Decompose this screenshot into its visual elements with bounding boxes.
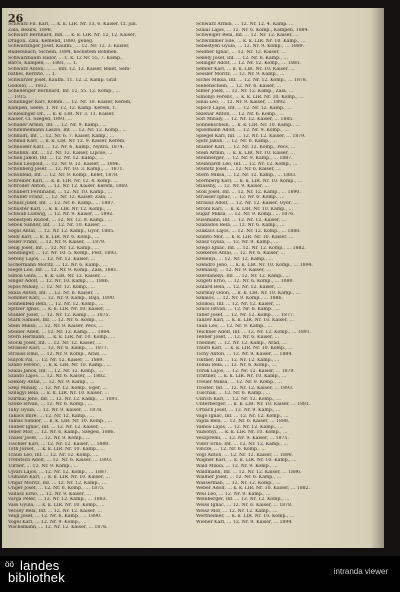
text-line: Sichel Miksa, Inf. … 12. Nr. 12. Komp., … 1878. [196, 77, 308, 83]
text-line: Schillinger Karl, Komm. … 12. Nr. 10. Kaiser, Kerem, [8, 100, 132, 106]
text-line: Wagner Karl, … k. k. LIR. Nr. 10. Kamp., … [196, 458, 297, 464]
text-line: Sternberg Karl, … k. k. LIR. Nr. 10. Komp., … [196, 178, 303, 184]
text-line: Vadász Ernő, … 12. Nr. 9. Kaiser, … [8, 491, 91, 497]
text-line: Schubert Ferdinand, … 12. Nr. 10. Kamp., … [8, 189, 113, 195]
text-line: Gödöllő, … 1912. [8, 83, 48, 89]
text-line: Szász Gyula, … 12. Nr. 9. Kamp., … [196, 240, 279, 246]
text-line: Schön Jakob, Inf. … 12. Nr. 12. Kamp., … [8, 156, 104, 162]
text-line: Strobl Karl, … k. k. LIR. Nr. 10. Kamp., … [196, 206, 294, 212]
text-line: Schön Leopold, … 12. Nr. 9. 12. Kaiser, … 1896. [8, 161, 121, 167]
text-line: Tóth József, … k. k. LIR. Nr. 10. Kamp., … [8, 447, 105, 453]
text-line: Strausz Adolf, … 12. Nr. 12. Kaiser, Győr, … [196, 201, 298, 206]
text-line: Simonyi Ferenc, … k. k. LIR. Nr. 10. Komp., … [196, 94, 304, 100]
text-line: Stöckl Josef, Inf. … 12. Nr. 12. Kaiser, … [8, 340, 102, 346]
text-line: Traub Leo, Inf. … 12. Nr. 12. Komp., … [8, 452, 99, 458]
text-line: Szőllősi, Inf. … 12. Nr. 12. Kaiser, … [196, 301, 281, 307]
text-line: Schmidt, Inf. … 12. Nr. 6. 7. Kaiser, Kamp., … [8, 133, 115, 139]
text-line: Weinberger, Inf. … 12. Nr. 12. Komp., … [196, 497, 290, 503]
text-line: Waldmann, Inf. … 12. Nr. 12. Kaiser, … 1886. [196, 469, 302, 475]
text-line: Siegel Leo, Inf. … 12. Nr. 9. Komp., Zala, 1881. [8, 268, 118, 274]
text-line: Weisz Mór, … 12. Nr. 12. Kamp., … [196, 508, 278, 514]
text-line: Szerdahelyi, Inf. … 12. Nr. 12. Kamp., … [196, 273, 291, 279]
text-line: Treuer Miksa, … 12. Nr. 9. Komp., … [196, 380, 282, 385]
text-line: Szalai Lajos, … 12. Nr. 6. Komp., Kampen, 1884. [196, 27, 309, 33]
text-line: Wiener Karl, … 12. Nr. 9. Kaiser, … 1894. [196, 519, 293, 525]
text-line: Vágó Ignác, Inf. … 12. Nr. 12. Komp., … [196, 413, 289, 419]
text-line: Takács Imre, … 12. Nr. 12. Kamp., … [8, 413, 95, 419]
footer-bar [0, 556, 400, 592]
text-line: Strauss Emil, … 12. Nr. 9. Komp., Arad, … [8, 352, 107, 358]
text-line: Szelényi, … 12. Nr. 12. Kamp., … [196, 256, 274, 262]
text-line: Szigeti Ernő, … 12. Nr. 6. Komp., … 1880. [196, 279, 294, 285]
text-line: Sipőcz Lajos, Inf. … 12. Nr. 12. Kamp., … [196, 105, 292, 111]
text-line: Thurn Karl, … k. k. LIR. Nr. 10. Komp., … [196, 346, 293, 352]
text-line: Tanzer Karl, … k. k. LIR. Nr. 10. Kaiser, … [196, 318, 294, 324]
text-line: Schwarz Anton, … … Infl. 12. 12. Kaiser, Biket, Sem- [8, 66, 131, 72]
text-line: Török Lajos, … 12. Nr. 12. Kaiser, … 1879. [196, 368, 295, 374]
text-line: Rudersbach, Sichem, 1894, höchstem Böhmen. [8, 49, 119, 55]
text-line: Szilágyi Béla, … k. k. LIR. Nr. 10. Kaiser, … [8, 391, 109, 397]
text-line: Schwab Ludwig, … 12. Nr. 9. Kaiser, … 1892. [8, 212, 114, 218]
text-line: Tichy Anton, … 12. Nr. 9. Kaiser, … 1884. [196, 352, 293, 358]
text-line: Urbach Josef, … 12. Nr. 9. Kamp., … [196, 407, 281, 413]
text-line: Szalai János, Inf. … 12. Nr. 12. Komp., … [8, 368, 103, 374]
text-line: Sinai Leo, … 12. Nr. 9. Kaiser, … 1892. [196, 100, 287, 106]
page-number: 26 [8, 12, 24, 25]
text-line: Tauber Ignác, Inf. … 12. Nr. 12. Kaiser, … [8, 424, 106, 430]
text-line: Varga Péter, … 12. Nr. 12. Kamp., … 1883. [8, 497, 108, 503]
text-line: Skala Anton, Inf. … 12. Nr. 6. Kaiser, … [8, 290, 100, 296]
text-line: Tintner, Inf. … 12. Nr. 12. Kamp., … [196, 357, 280, 363]
text-line: Kaiser, Cl. Szeged, 1891. … [8, 117, 73, 123]
text-line: Spitzer Ignác, … k. k. LIR. Nr. 10. Kaiser, … [8, 307, 111, 313]
text-line: Szabados Béla, … 12. Nr. 6. Kamp., … [196, 223, 285, 229]
text-line: Schneider Karl, … 12. Nr. 6. Kamp., Nyitra, 1874. [8, 145, 124, 151]
text-line: Süssmann, Inf. … 12. Nr. 12. Kaiser, … [196, 217, 287, 223]
text-line: Stadler Karl, … 12. Nr. 12. Komp., Pécs, … [196, 145, 296, 151]
text-line: Wertheimer, … k. k. LIR. Nr. 10. Komp., … [196, 514, 295, 520]
text-line: Sebők Sándor, Inf. … 12. Nr. 10. Kaiser, … [8, 223, 107, 229]
text-line: Sommer Karl, … 12. Nr. 9. Kamp., Baja, 1890. [8, 296, 116, 302]
text-line: Seidl Karl, … k. k. LIR. Nr. 6. Komp., … [8, 234, 100, 240]
text-line: Vogl Anton, … 12. Nr. 12. Kaiser, … 1890. [196, 452, 294, 458]
text-line: Seidner Ignác, … 12. Nr. 12. Kaiser, … [196, 49, 286, 55]
text-line: Szkalos, … 12. Nr. 9. Komp., … 1886. [196, 296, 283, 302]
text-line: Veszprémi, … 12. Nr. 9. Kaiser, … 1875. [196, 435, 289, 441]
text-line: Sklenár Anton, … 12. Nr. 6. Komp., … [196, 111, 284, 117]
text-line: Zala, Bezirk. 1896. [8, 27, 53, 33]
text-line: Vinczé, … 12. Nr. 6. Komp., … [196, 447, 266, 453]
text-line: Sulyok Pál, … 12. Nr. 12. Kaiser, … 1889. [8, 357, 104, 363]
text-line: Szendrő Jenő, … k. k. LIR. Nr. 10. Komp., … 1894. [196, 262, 313, 268]
text-line: Tuschak, … 12. Nr. 6. Kamp., … [196, 391, 271, 397]
text-line: Spiegel Karl, Inf. … 12. Nr. 12. Kaiser, … 1879. [196, 133, 306, 139]
text-line: Schönfeld, Inf. … 12. Nr. 9. Komp., Kelet, 1878. [8, 173, 119, 179]
text-line: Ujvári Lajos, … 12. Nr. 12. Komp., … 1887. [8, 469, 109, 475]
text-line: Ungar Moritz, Inf. … 12. Nr. 12. Kamp., … [8, 480, 107, 486]
text-line: Tamás Sándor, … k. k. LIR. Nr. 10. Komp., … [8, 419, 112, 425]
text-line: Trattner, … k. k. LIR. Nr. 10. Kamp., … [196, 374, 287, 380]
text-line: Sipos Mihály, … 12. Nr. 12. Komp., … [8, 284, 95, 290]
text-line: Schuller Franz, … 12. Nr. 12. Kaiser, Zala, … [8, 195, 113, 201]
text-line: Sessler Moritz, … 12. Nr. 9. Kamp., … [196, 72, 285, 78]
text-line: Vécsey Béla, Inf. … 12. Nr. 12. Kaiser, … [8, 508, 102, 514]
text-line: Vámos Lajos, … 12. Nr. 12. Kamp., … [196, 424, 283, 430]
text-line: bathel, Kerinte, … 1. [8, 72, 57, 78]
text-line: Schuster Karl, … k. k. LIR. Nr. 12. Komp., … [8, 206, 112, 212]
text-line: Wald Miksa, … 12. Nr. 9. Komp., … [196, 463, 278, 469]
text-line: Turner, … 12. Nr. 9. Kamp., … [8, 463, 79, 469]
text-line: Schwarz Armin, … 12. Nr. 12. 4. Kamp. … [196, 22, 294, 27]
text-line: Szirmay Ödön, … k. k. LIR. Nr. 10. Kamp., … [196, 290, 301, 296]
text-line: Tolnai Béla, … 12. Nr. 6. Komp., … [196, 363, 277, 369]
text-line: Székely Antal, … 12. Nr. 9. Kamp., … [8, 380, 95, 385]
text-line: Stadler Josef, … 12. Nr. 12. Kamp., … 1875. [8, 312, 110, 318]
text-line: Schwarz Bernhard, Infl. … k. k. LIR. Nr. 12, 12. Kaiser, [8, 33, 136, 39]
text-line: Thaler Josef, … 12. Nr. 9. Komp., … [8, 435, 91, 441]
text-line: Wachsmann, … 12. Nr. 12. Kaiser, … 1876. [8, 525, 108, 531]
text-line: Teichner Adolf, Inf. … 12. Nr. 12. Komp., … 1891. [196, 329, 312, 335]
text-line: Sonnenfeld Béla, … 12. Nr. 12. Komp., … [8, 301, 104, 307]
scanned-page [2, 8, 384, 548]
text-line: Stoll Josef, Inf. … 12. Nr. 12. Kamp., … 1890. [196, 189, 301, 195]
text-line: Schönberg Josef, … 12. Nr. 10. 3. Kamp., … 1871. [8, 167, 124, 173]
text-line: Vajda Béla, … 12. Nr. 6. Kaiser, … 1888. [196, 419, 290, 425]
text-line: Tischler Karl, … 12. Nr. 12. Kaiser, … 1880. [8, 441, 110, 447]
text-line: Steiner Adolf, … 12. Nr. 12. Kamp., … 1884. [8, 329, 111, 335]
text-line: Tenner Josef, … 12. Nr. 6. Kaiser, … [196, 335, 280, 341]
text-line: Szűcs István, … 12. Nr. 6. Kamp., … [196, 307, 280, 313]
text-line: Szekeres Antal, … 12. Nr. 6. Kaiser, … [196, 251, 285, 257]
text-line: Solt Mihály, … 12. Nr. 12. Kaiser, … 1885. [196, 117, 294, 123]
text-line: Schwarzinger Josef, Kaufm., … 12. Nr. 12. 3. Kaiser, [8, 44, 130, 50]
text-line: Szénássy, … 12. Nr. 9. Kaiser, … [196, 268, 271, 274]
logo-line1: landes [20, 558, 60, 573]
text-line: Szántó Mór, … k. k. LIR. Nr. 10. Kaiser, … [196, 234, 294, 240]
text-line: Szirmai Jenő, Inf. … 12. Nr. 12. Kamp., … 1891. [8, 396, 119, 402]
text-line: Steinitz Josef, … 12. Nr. 6. Kaiser, … [196, 167, 281, 173]
text-line: Taub Leo, … 12. Nr. 9. Kamp., … [196, 324, 272, 330]
text-line: Teller Mór, … 12. Nr. 6. Kamp., Szeged, 1886. [8, 430, 115, 436]
text-line: Weber Adolf, … k. k. LIR. Nr. 10. Kaiser, … 1882. [196, 486, 310, 492]
text-line: Szilárd Béla, … 12. Nr. 12. Kaiser, … [196, 284, 282, 290]
text-line: Strasser Ignác, … 12. Nr. 6. Komp., … [196, 195, 285, 201]
text-line: Stern Miksa, … 12. Nr. 12. Kamp., … 1883. [196, 173, 297, 179]
text-line: Schmid Karl, … k. k. LIR. Nr. 12. 9. Kaiser, Kerem, [8, 139, 126, 145]
text-line: Schröder Anton, … 12. Nr. 12. Kaiser, Kerem, 1869. [8, 184, 129, 190]
text-line: Sugár Miksa, … 12. Nr. 9. Komp., … 1876. [196, 212, 295, 218]
text-line: Stein Ármin, … k. k. LIR. Nr. 10. Kaiser, … [196, 150, 295, 156]
text-line: Vázsonyi, … k. k. LIR. Nr. 10. Komp., … [196, 430, 288, 436]
text-line: Barcs, Kampen, … 1881, … 1. [8, 61, 78, 67]
text-line: Vidor Ernő, Inf. … 12. Nr. 12. Kamp., … [196, 441, 289, 447]
text-line: Szegő Ignác, Inf. … 12. Nr. 12. Komp., … 1882. [196, 245, 306, 251]
text-line: Wasserman, … 12. Nr. 12. Komp., … [196, 480, 281, 486]
text-line: Weiss Ignác, … 12. Nr. 6. Kaiser, … 1878. [196, 503, 293, 509]
text-line: Siebenschein, … 12. Nr. 6. Kaiser, … [196, 83, 282, 89]
text-line: Sebestyén Rudolf, … 12. Nr. 12. 8. Kamp., … [8, 217, 113, 223]
text-line: Semler Karl, … k. k. LIR. Nr. 10. Kaiser, … [196, 66, 295, 72]
logo-line2: bibliothek [8, 570, 65, 585]
text-line: Seiler Franz, … 12. Nr. 9. Kaiser, … 1879. [8, 240, 106, 246]
text-line: Sebestyén Gyula, … 12. Nr. 9. Komp., … 1889. [196, 44, 305, 50]
text-line: Serény Lajos, … 12. Nr. 12. Kaiser, … [8, 256, 96, 262]
text-line: Tahy Gyula, … 12. Nr. 9. Kaiser, … 1878. [8, 407, 103, 413]
text-line: Sendlinger, … 12. Nr. 10. 5. Komp., Pest, 1893. [8, 251, 118, 257]
text-line: Theimer, … 12. Nr. 12. Kamp., Arad, … [196, 340, 287, 346]
text-line: Schimmelmann Laszlo, Inf. … 12. Nr. 12. Komp., … [8, 128, 128, 134]
text-line: Kampen, Seele, 1. Nr. 12, 12. Kamp. Kerem, 1. [8, 105, 117, 111]
text-line: Schwarzer Josef, Kaufm. 11. 12. 2. Kamp. Gräf [8, 77, 117, 83]
text-line: Tafler Josef, … 12. Nr. 12. Komp., … 1877. [196, 312, 295, 318]
text-line: Sonnenschein, … k. k. LIR. Nr. 10. Kamp., … [196, 122, 301, 128]
text-line: Szakács Lajos, … 12. Nr. 12. Komp., … 1888. [196, 228, 301, 234]
text-line: Szántó Lajos, … 12. Nr. 6. Kaiser, … 1882. [8, 374, 107, 380]
text-line: Stiassny, … 12. Nr. 9. Kaiser, … [196, 184, 269, 190]
text-line: Vass Gyula, … k. k. LIR. Nr. 10. Komp., … [8, 503, 105, 509]
text-line: Schwarzbaum Isidor, … 1. k. 12 Nr. 55, 7. Kamp., [8, 55, 123, 61]
text-line: Schwimmer Ede, … k. k. LIR. Nr. 10. Kamp., … [196, 38, 306, 44]
text-line: Schlesinger Dr., … k. k. LIR. Nr. 3. 11. Kaiser, [8, 111, 115, 117]
text-line: Strasser Karl, … 12. Nr. 6. Kamp., … 1877. [8, 346, 109, 352]
text-line: Unterberger, … k. k. LIR. Nr. 10. Kaiser, … 1881. [196, 402, 311, 408]
text-line: Selig Josef, Inf. … 12. Nr. 12. Kamp., … [8, 245, 100, 251]
text-line: Steinhardt Leo, Inf. … 12. Nr. 12. Komp., … [196, 161, 298, 167]
text-line: Wallner Josef, … 12. Nr. 6. Kamp., … [196, 475, 282, 481]
text-line: Schoblin, Inf. … 12. Nr. 12. Kaiser, Lipcse, … [8, 150, 113, 156]
text-line: Ullmann Karl, … k. k. LIR. Nr. 10. Kaiser, … [8, 475, 111, 481]
library-logo[interactable] [5, 558, 65, 585]
text-line: Dragon. Zala, Kemend, 1880, geneg. [8, 38, 94, 44]
text-line: Spitz Jakob, … 12. Nr. 6. Kamp., … [196, 139, 278, 145]
text-line: Tröster, Inf. … 12. Nr. 12. Kaiser, … 1893. [196, 385, 294, 391]
text-line: Segal Antal, … 12. Nr. 12. Kamp., Győr, 1885. [8, 228, 115, 234]
text-line: Trebitsch Adolf, … 12. Nr. 6. Kaiser, … 1893. [8, 458, 113, 464]
text-line: Steinberger, … 12. Nr. 9. Kamp., … 1887. [196, 156, 293, 162]
text-line: Selinger Adolf, … 12. Nr. 12. Komp., … 1881. [196, 61, 302, 67]
text-line: Ullrich Karl, … 12. Nr. 12. Komp., … [196, 396, 281, 402]
text-line: Weil Leo, … 12. Nr. 9. Kamp., … [196, 491, 271, 497]
text-line: Veigl Josef, … 12. Nr. 6. Kamp., … 1890. [8, 514, 102, 520]
text-line: Singer Adolf, … 12. Nr. 10. Kamp., … 1886. [8, 279, 110, 285]
logo-mark-icon: öö [5, 560, 14, 569]
text-line: Schweiger Béla, Inf. … 12. Nr. 12. Kaiser, … [196, 33, 299, 39]
text-line: Schulz Josef, Inf. … 12. Nr. 6. Kamp., … 1887. [8, 201, 115, 206]
text-line: Szőke István, … 12. Nr. 6. Komp., … [8, 402, 93, 408]
text-line: Schreiber Karl, … k. k. LIR. Nr. 12. 4. Komp. … [8, 178, 118, 184]
right-column [196, 22, 374, 525]
text-line: Unger Josef, … 12. Nr. 6. Komp., … 1875. [8, 486, 105, 492]
text-line: Stein Miksa, … 12. Nr. 9. Kaiser, Pécs, … [8, 324, 104, 330]
text-line: Schaller Armin, Inf. … 12. Nr. 9. Kamp., … [8, 122, 107, 128]
text-line: Vogel Karl, … 12. Nr. 9. Komp., … [8, 519, 87, 525]
viewer-label: intranda viewer [333, 567, 388, 576]
text-line: Sichermann Moritz, … 12. Nr. 6. Kamp., … [8, 262, 108, 268]
text-line: Simon Géza, … k. k. LIR. Nr. 12. Kaiser, … [8, 273, 107, 279]
text-line: … 1915. [8, 94, 28, 100]
text-line: Schellenger Bernhard, Inf. 12, 55. 12. Komp., … [8, 89, 121, 95]
text-line: Sekely Josef, Inf. … 12. Nr. 6. Kamp., … [196, 55, 288, 61]
left-column [8, 22, 186, 531]
text-line: Stark Samuel, Inf. … 12. Nr. 6. Komp., … [8, 318, 104, 324]
text-line: Szép Mihály, … 12. Nr. 12. Komp., Eger, … [8, 385, 108, 391]
text-line: Stern Hermann, … k. k. LIR. Nr. 10. Komp., … [8, 335, 116, 341]
text-line: Schwarz Fil. Karl, … k. k. LIR. Nr. 13, 6. Kaiser, Cl. jun. [8, 22, 138, 27]
text-line: Silber Josef, … 12. Nr. 12. Kamp., Zala, … [196, 89, 294, 95]
text-line: Spielmann Adolf, … 12. Nr. 9. Komp., … [196, 128, 289, 134]
text-line: Szabó Ferenc, … k. k. LIR. Nr. 10. Kamp., … [8, 363, 112, 369]
